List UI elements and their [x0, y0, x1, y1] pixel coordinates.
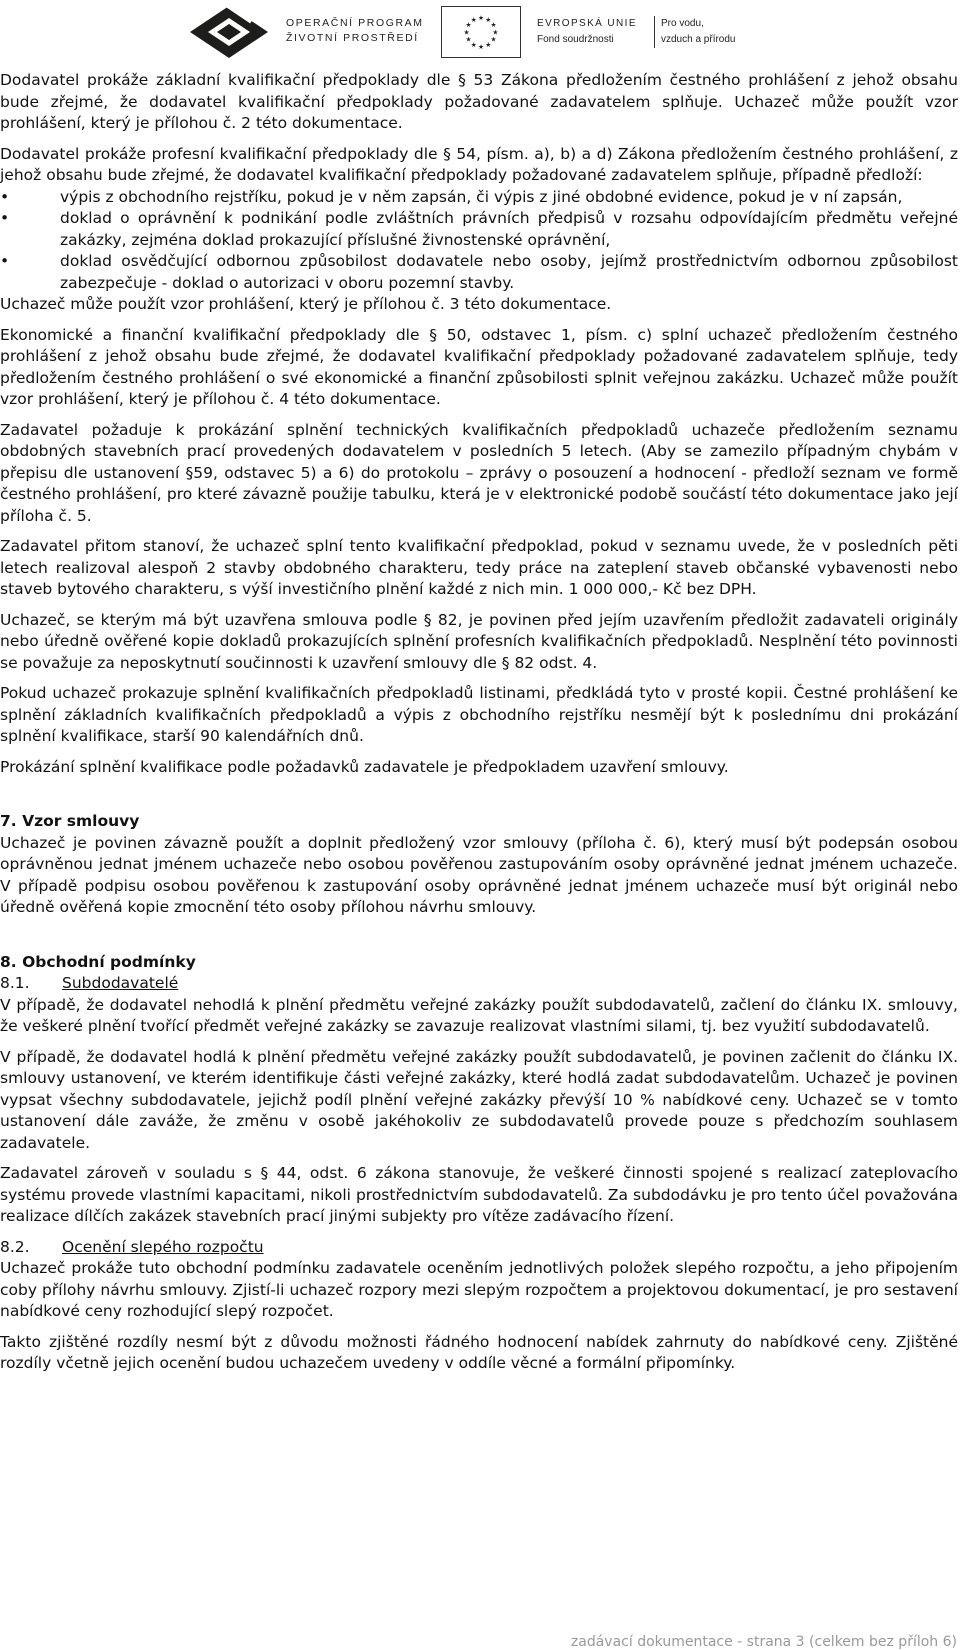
- motto-line-1: Pro vodu,: [661, 18, 704, 29]
- subsection-heading-8-2: [0, 1237, 958, 1259]
- eu-star-icon: ★: [485, 40, 492, 49]
- eu-motto: [661, 16, 736, 48]
- section-heading-7: 7. Vzor smlouvy: [0, 812, 140, 830]
- opzp-logo-icon: [188, 4, 270, 60]
- page-header: [0, 0, 960, 62]
- subsection-title: Ocenění slepého rozpočtu: [62, 1237, 264, 1256]
- subsection-number: 8.2.: [0, 1237, 30, 1256]
- paragraph-template-note: Uchazeč může použít vzor prohlášení, který je přílohou č. 3 této dokumentace.: [0, 295, 612, 313]
- paragraph-own-capacity: Zadavatel zároveň v souladu s § 44, odst. 6 zákona stanovuje, že veškeré činnosti spojené s realizací zateplovacího systému provede vlastními kapacitami, nikoli prostřednictvím subdodavatelů. Za subdodávku je pro tento účel považována realizace dílčích zakázek stavebních prací jinými subjekty pro vítěze zadávacího řízení.: [0, 1164, 958, 1225]
- paragraph-contract-originals: Uchazeč, se kterým má být uzavřena smlouva podle § 82, je povinen před jejím uzavřením předložit zadavateli originály nebo úředně ověřené kopie dokladů prokazujících splnění profesních kvalifikačních předpokladů. Nesplnění této povinnosti se považuje za neposkytnutí součinnosti k uzavření smlouvy dle § 82 odst. 4.: [0, 610, 958, 672]
- eu-star-icon: ★: [470, 40, 477, 49]
- requirements-list: [0, 187, 958, 295]
- subsection-number: 8.1.: [0, 974, 30, 992]
- document-body: [0, 70, 958, 1384]
- section-spacer: [0, 787, 958, 811]
- eu-line-1: EVROPSKÁ UNIE: [537, 18, 637, 29]
- eu-flag-icon: [441, 6, 521, 58]
- eu-label: [537, 16, 637, 48]
- eu-star-icon: ★: [492, 28, 499, 37]
- eu-star-icon: ★: [477, 42, 485, 51]
- section-spacer: [0, 928, 958, 952]
- program-line-1: OPERAČNÍ PROGRAM: [286, 17, 424, 29]
- eu-star-icon: ★: [465, 35, 472, 44]
- paragraph-technical-qualification: Zadavatel požaduje k prokázání splnění technických kvalifikačních předpokladů uchazeče předložením seznamu obdobných stavebních prací provedených dodavatelem v posledních 5 letech. (Aby se zamezilo případným chybám v přepisu dle ustanovení §59, odstavec 5) a 6) do protokolu – zprávy o posouzení a hodnocení - předloží seznam ve formě čestného prohlášení, pro které závazně použije tabulku, která je v elektronické podobě součástí této dokumentace jako její příloha č. 5.: [0, 420, 958, 525]
- paragraph-no-subcontractors: V případě, že dodavatel nehodlá k plnění předmětu veřejné zakázky použít subdodavatelů, začlení do článku IX. smlouvy, že veškeré plnění tvořící předmět veřejné zakázky se zavazuje realizovat vlastními silami, tj. bez využití subdodavatelů.: [0, 995, 958, 1035]
- bullet-icon: •: [0, 187, 10, 206]
- list-item: • výpis z obchodního rejstříku, pokud je v něm zapsán, či výpis z jiné obdobné evidence, pokud je v ní zapsán,: [60, 187, 958, 209]
- paragraph-contract-template: Uchazeč je povinen závazně použít a doplnit předložený vzor smlouvy (příloha č. 6), který musí být podepsán osobou oprávněnou jednat jménem uchazeče nebo osobou pověřenou zastupováním osoby oprávněné jednat jménem uchazeče. V případě podpisu osobou pověřenou k zastupování osoby oprávněné jednat jménem uchazeče musí být originál nebo úředně ověřená kopie zmocnění této osoby přílohou návrhu smlouvy.: [0, 833, 958, 916]
- paragraph-copies: Pokud uchazeč prokazuje splnění kvalifikačních předpokladů listinami, předkládá tyto v prosté kopii. Čestné prohlášení ke splnění základních kvalifikačních předpokladů a výpis z obchodního rejstříku nesmějí být k poslednímu dni prokázání splnění kvalifikace, starší 90 kalendářních dnů.: [0, 684, 958, 745]
- paragraph-economic-qualification: Ekonomické a finanční kvalifikační předpoklady dle § 50, odstavec 1, písm. c) splní uchazeč předložením čestného prohlášení z jehož obsahu bude zřejmé, že dodavatel kvalifikační předpoklady požadované zadavatelem splňuje, tedy předložením čestného prohlášení o své ekonomické a finanční způsobilosti splnit veřejnou zakázku. Uchazeč může použít vzor prohlášení, který je přílohou č. 4 této dokumentace.: [0, 325, 958, 408]
- eu-star-icon: ★: [470, 15, 477, 24]
- program-line-2: ŽIVOTNÍ PROSTŘEDÍ: [286, 32, 419, 44]
- subsection-heading-8-1: [0, 973, 958, 995]
- motto-line-2: vzduch a přírodu: [661, 34, 736, 45]
- bullet-icon: •: [0, 209, 10, 227]
- eu-line-2: Fond soudržnosti: [537, 34, 614, 45]
- bullet-icon: •: [0, 252, 10, 270]
- paragraph-subcontractors: V případě, že dodavatel hodlá k plnění předmětu veřejné zakázky použít subdodavatelů, je povinen začlenit do článku IX. smlouvy ustanovení, ve kterém identifikuje části veřejné zakázky, které hodlá zadat subdodavatelům. Uchazeč je povinen vypsat všechny subdodavatele, jejichž podíl plnění veřejné zakázky převýší 10 % nabídkové ceny. Uchazeč se v tomto ustanovení dále zaváže, že změnu v osobě jakéhokoliv ze subdodavatelů provede pouze s předchozím souhlasem zadavatele.: [0, 1047, 958, 1152]
- eu-star-icon: ★: [477, 13, 485, 22]
- eu-star-icon: ★: [490, 21, 497, 30]
- eu-star-icon: ★: [490, 35, 497, 44]
- paragraph-qualification-condition: Zadavatel přitom stanoví, že uchazeč splní tento kvalifikační předpoklad, pokud v seznamu uvede, že v posledních pěti letech realizoval alespoň 2 stavby obdobného charakteru, tedy práce na zateplení staveb občanské vybavenosti nebo staveb bytového charakteru, s výší investičního plnění každé z nich min. 1 000 000,- Kč bez DPH.: [0, 537, 958, 598]
- page-footer: zadávací dokumentace - strana 3 (celkem bez příloh 6): [570, 1634, 957, 1650]
- list-item: • doklad o oprávnění k podnikání podle zvláštních právních předpisů v rozsahu odpovídajícím předmětu veřejné zakázky, zejména doklad prokazující příslušné živnostenské oprávnění,: [0, 209, 958, 249]
- subsection-title: Subdodavatelé: [62, 974, 179, 992]
- eu-star-icon: ★: [465, 21, 472, 30]
- eu-star-icon: ★: [463, 28, 470, 37]
- paragraph-professional-qualification: Dodavatel prokáže profesní kvalifikační předpoklady dle § 54, písm. a), b) a d) Zákona předložením čestného prohlášení, z jehož obsahu bude zřejmé, že dodavatel kvalifikační předpoklady požadované zadavatelem splňuje, případně předloží:: [0, 144, 958, 184]
- paragraph-basic-qualification: Dodavatel prokáže základní kvalifikační předpoklady dle § 53 Zákona předložením čestného prohlášení z jehož obsahu bude zřejmé, že dodavatel kvalifikační předpoklady požadované zadavatelem splňuje. Uchazeč může použít vzor prohlášení, který je přílohou č. 2 této dokumentace.: [0, 71, 958, 132]
- section-heading-8: 8. Obchodní podmínky: [0, 952, 196, 971]
- paragraph-precondition: Prokázání splnění kvalifikace podle požadavků zadavatele je předpokladem uzavření smlouvy.: [0, 757, 729, 776]
- header-divider: [654, 16, 655, 48]
- program-name: [286, 16, 424, 46]
- paragraph-budget-differences: Takto zjištěné rozdíly nesmí být z důvodu možnosti řádného hodnocení nabídek zahrnuty do nabídkové ceny. Zjištěné rozdíly včetně jejich ocenění budou uchazečem uvedeny v oddíle věcné a formální připomínky.: [0, 1332, 958, 1372]
- list-item: • doklad osvědčující odbornou způsobilost dodavatele nebo osoby, jejímž prostřednictvím odbornou způsobilost zabezpečuje - doklad o autorizaci v oboru pozemní stavby.: [0, 252, 958, 292]
- eu-star-icon: ★: [485, 15, 492, 24]
- paragraph-budget-pricing: Uchazeč prokáže tuto obchodní podmínku zadavatele oceněním jednotlivých položek slepého rozpočtu, a jeho připojením coby přílohy návrhu smlouvy. Zjistí-li uchazeč rozpory mezi slepým rozpočtem a projektovou dokumentací, je pro sestavení nabídkové ceny rozhodující slepý rozpočet.: [0, 1259, 958, 1320]
